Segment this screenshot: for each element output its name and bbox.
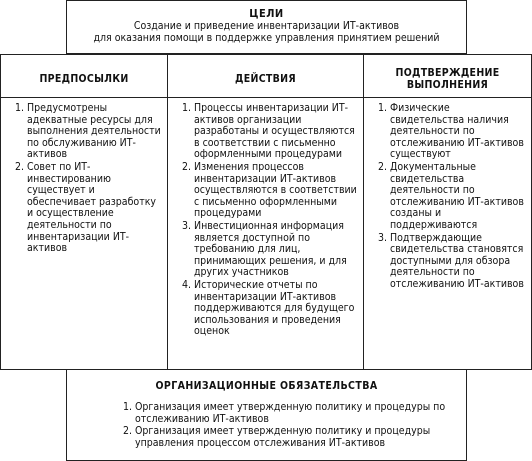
verification-box — [364, 54, 532, 370]
prerequisites-divider — [1, 97, 167, 98]
verification-divider — [364, 97, 531, 98]
actions-title: ДЕЙСТВИЯ — [235, 73, 296, 85]
list-item: 2. Совет по ИТ-инвестированию существует и обеспечивает разработку и осуществление деятельности по инвентаризации ИТ-активов — [27, 162, 161, 255]
goals-line-2: для оказания помощи в поддержке управления принятием решений — [93, 32, 440, 44]
prerequisites-list — [1, 103, 167, 256]
goals-line-1: Создание и приведение инвентаризации ИТ-активов — [133, 20, 400, 32]
prerequisites-title: ПРЕДПОСЫЛКИ — [39, 73, 129, 85]
list-item: 1. Физические свидетельства наличия деятельности по отслеживанию ИТ-активов существуют — [390, 103, 525, 161]
list-item: 3. Подтверждающие свидетельства становятся доступными для обзора деятельности по отслеживанию ИТ-активов — [390, 233, 525, 291]
list-item: 2. Документальные свидетельства деятельности по отслеживанию ИТ-активов созданы и поддерживаются — [390, 162, 525, 232]
commitments-box — [66, 369, 467, 461]
verification-title — [364, 67, 531, 91]
commitments-title: ОРГАНИЗАЦИОННЫЕ ОБЯЗАТЕЛЬСТВА — [155, 380, 378, 392]
list-item: 1. Организация имеет утвержденную политику и процедуры по отслеживанию ИТ-активов — [135, 402, 446, 425]
prerequisites-box — [0, 54, 168, 370]
actions-divider — [168, 97, 363, 98]
list-item: 4. Исторические отчеты по инвентаризации ИТ-активов поддерживаются для будущего использования и проведения оценок — [194, 280, 357, 338]
verification-title-line-1: ПОДТВЕРЖДЕНИЕ — [395, 67, 500, 79]
actions-list — [168, 103, 363, 339]
list-item: 2. Изменения процессов инвентаризации ИТ-активов осуществляются в соответствии с письменно оформленными процедурами — [194, 162, 357, 220]
list-item: 2. Организация имеет утвержденную политику и процедуры управления процессом отслеживания ИТ-активов — [135, 426, 446, 449]
list-item: 1. Предусмотрены адекватные ресурсы для выполнения деятельности по обслуживанию ИТ-активов — [27, 103, 161, 161]
verification-title-line-2: ВЫПОЛНЕНИЯ — [406, 79, 489, 91]
list-item: 3. Инвестиционная информация является доступной по требованию для лиц, принимающих решения, и для других участников — [194, 221, 357, 279]
list-item: 1. Процессы инвентаризации ИТ-активов организации разработаны и осуществляются в соответствии с письменно оформленными процедурами — [194, 103, 357, 161]
actions-box — [168, 54, 364, 370]
verification-list — [364, 103, 531, 292]
goals-title: ЦЕЛИ — [249, 7, 284, 20]
goals-box — [66, 0, 467, 54]
commitments-list — [67, 402, 466, 449]
